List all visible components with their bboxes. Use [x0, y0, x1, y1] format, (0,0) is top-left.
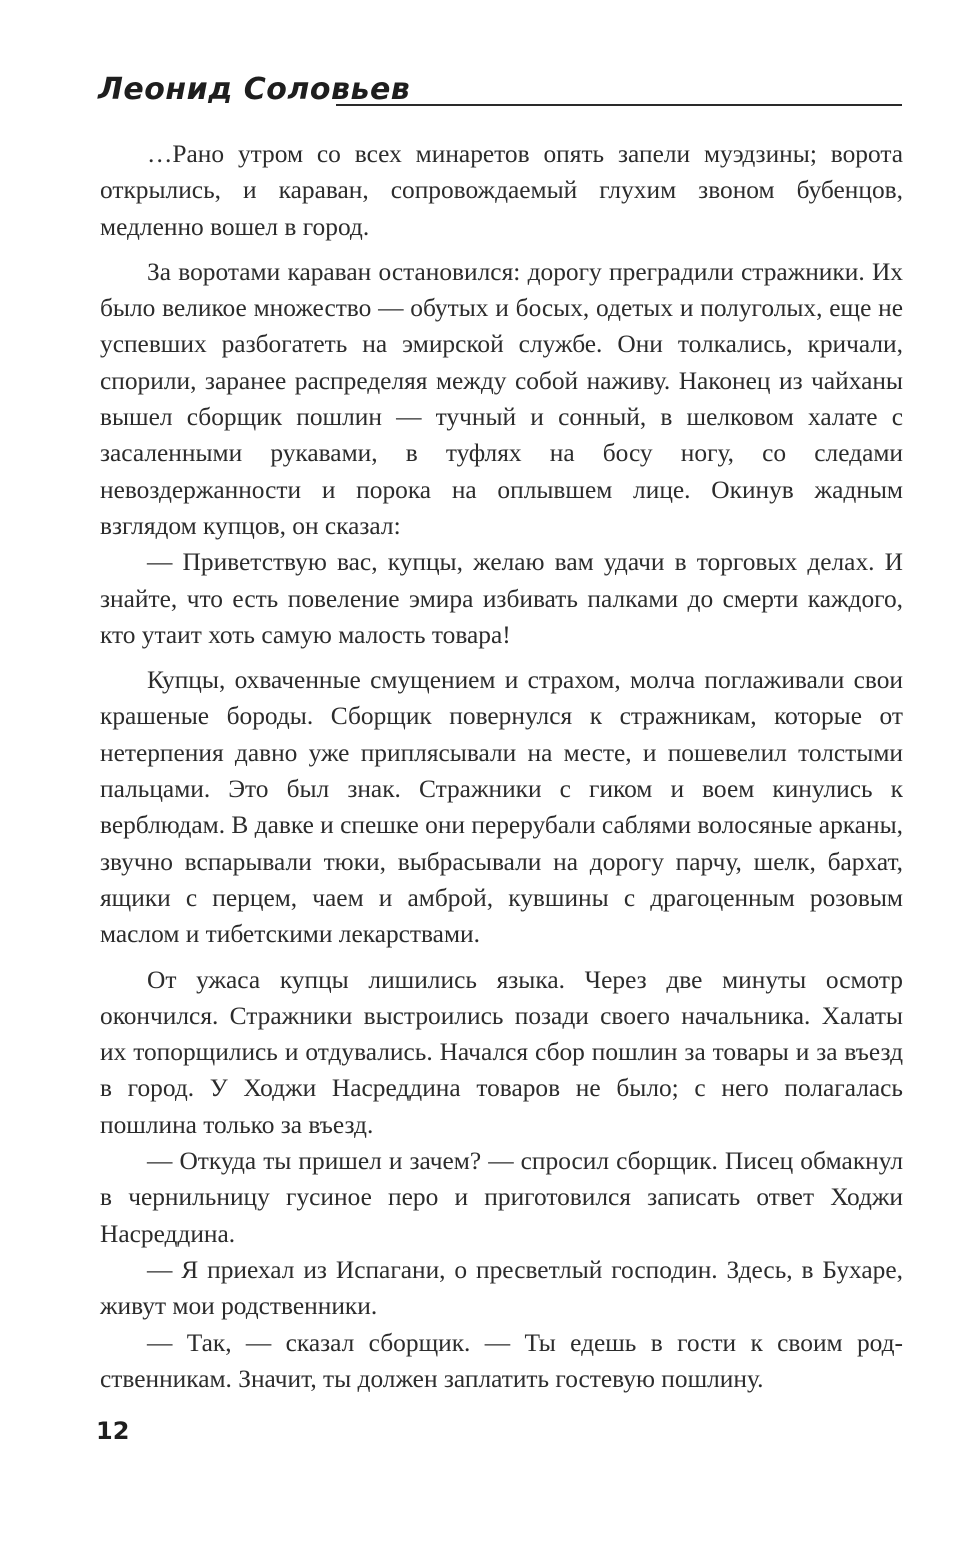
paragraph: Купцы, охваченные смущением и страхом, молча поглаживали свои крашеные бороды. Сборщик повернулся к стражникам, которые от нетерпения давно уже приплясывали на месте, и пошевелил толстыми пальцами. Это был знак. Стражники с гиком и воем кинулись к верблюдам. В давке и спешке они перерубали саблями волосяные арканы, звучно вспарывали тюки, выбрасывали на дорогу парчу, шелк, бархат, ящики с перцем, чаем и амброй, кувшины с драгоценным розовым маслом и тибетскими лекарствами. — [100, 666, 903, 949]
dialogue-paragraph: — Приветствую вас, купцы, желаю вам удачи в торговых делах. И знайте, что есть повеление эмира избивать палками до смерти каждого, кто утаит хоть самую малость товара! — [100, 548, 903, 649]
paragraph: От ужаса купцы лишились языка. Через две минуты осмотр окончился. Стражники выстроились позади своего начальника. Халаты их топорщились и отдувались. Начался сбор пошлин за товары и за въезд в город. У Ходжи Насреддина товаров не было; с него полагалась пошлина только за въезд. — [100, 965, 903, 1139]
header-rule — [336, 104, 902, 106]
paragraph: За воротами караван остановился: дорогу преградили стражники. Их было великое множество — обутых и босых, одетых и полуголых, еще не успевших разбогатеть на эмирской службе. Они толкались, кричали, спорили, заранее распределяя между собой наживу. Наконец из чайханы вышел сборщик пошлин — тучный и сонный, в шелковом халате с засаленными рукавами, в туфлях на босу ногу, со следами невоздержанности и порока на оплывшем лице. Окинув жадным взглядом купцов, он сказал: — [100, 257, 903, 540]
body-text — [100, 136, 903, 1397]
paragraph: …Рано утром со всех минаретов опять запели муэдзины; ворота открылись, и караван, сопровождаемый глухим звоном бубенцов, медленно вошел в город. — [100, 140, 903, 241]
dialogue-paragraph: — Я приехал из Испагани, о пресветлый господин. Здесь, в Бухаре, живут мои родственники. — [100, 1255, 903, 1321]
author-name: Леонид Соловьев — [98, 72, 411, 107]
running-head — [98, 72, 902, 112]
dialogue-paragraph: — Так, — сказал сборщик. — Ты едешь в гости к своим родственникам. Значит, ты должен заплатить гостевую пошлину. — [100, 1328, 903, 1393]
dialogue-paragraph: — Откуда ты пришел и зачем? — спросил сборщик. Писец обмакнул в чернильницу гусиное перо и приготовился записать ответ Ходжи Насреддина. — [100, 1147, 903, 1248]
page-number: 12 — [96, 1417, 130, 1445]
